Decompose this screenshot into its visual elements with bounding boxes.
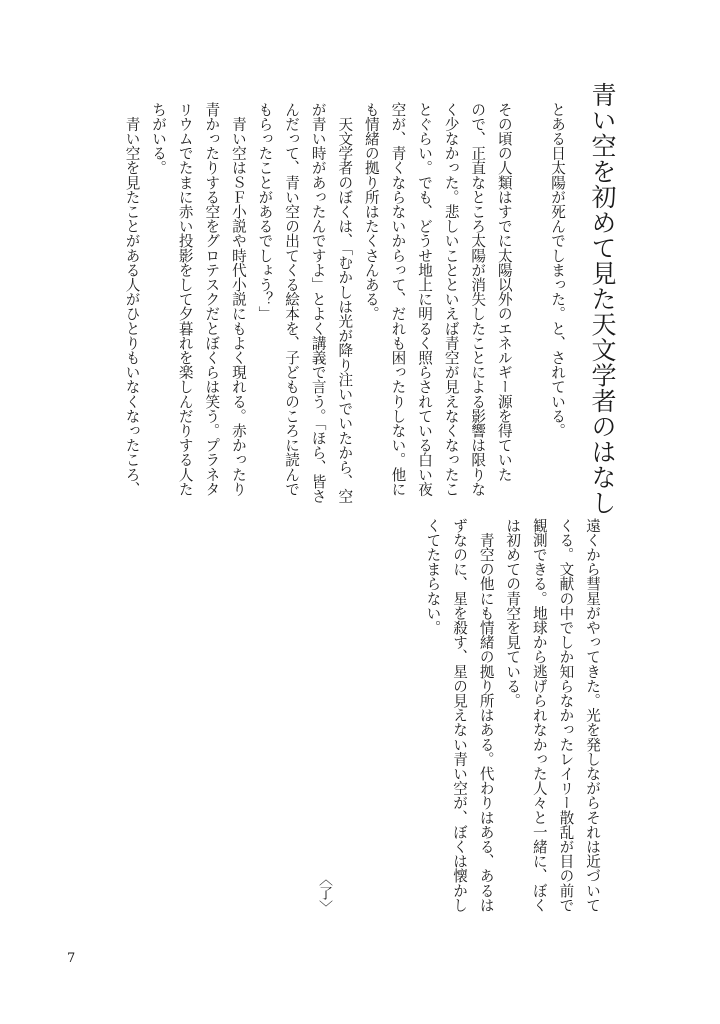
body-text-lower-column: 遠くから彗星がやってきた。光を発しながらそれは近づいて くる。文献の中でしか知らなかったレイリー散乱が目の前で 観測できる。地球から逃げられなかった人々と一緒に、ぼく は初めての青空を見ている。 青空の他にも情緒の拠り所はある。代わりはある、あるは ずなのに、星を殺す、星の見えない青い空が、ぼくは懐かし くてたまらない。 [424,518,601,913]
end-mark: 〈了〉 [317,872,333,914]
story-title: 青い空を初めて見た天文学者のはなし [588,82,617,516]
body-text-upper-column: とある日太陽が死んでしまった。と、されている。 その頃の人類はすでに太陽以外のエネルギー源を得ていた ので、正直なところ太陽が消失したことによる影響は限りな く少なかった。悲しいことといえば青空が見えなくなったこ とぐらい。でも、どうせ地上に明るく照らされている白い夜 空が、青くならないからって、だれも困ったりしない。他に も情緒の拠り所はたくさんある。 天文学者のぼくは、「むかしは光が降り注いでいたから、空 が青い時があったんですよ」とよく講義で言う。「ほら、皆さ んだって、青い空の出てくる絵本を、子どものころに読んで もらったことがあるでしょう？」 青い空はＳＦ小説や時代小説にもよく現れる。赤かったり 青かったりする空をグロテスクだとぼくらは笑う。プラネタ リウムでたまに赤い投影をして夕暮れを楽しんだりする人た ちがいる。 青い空を見たことがある人がひとりもいなくなったころ、 [123,102,566,504]
page-number: 7 [67,951,76,966]
